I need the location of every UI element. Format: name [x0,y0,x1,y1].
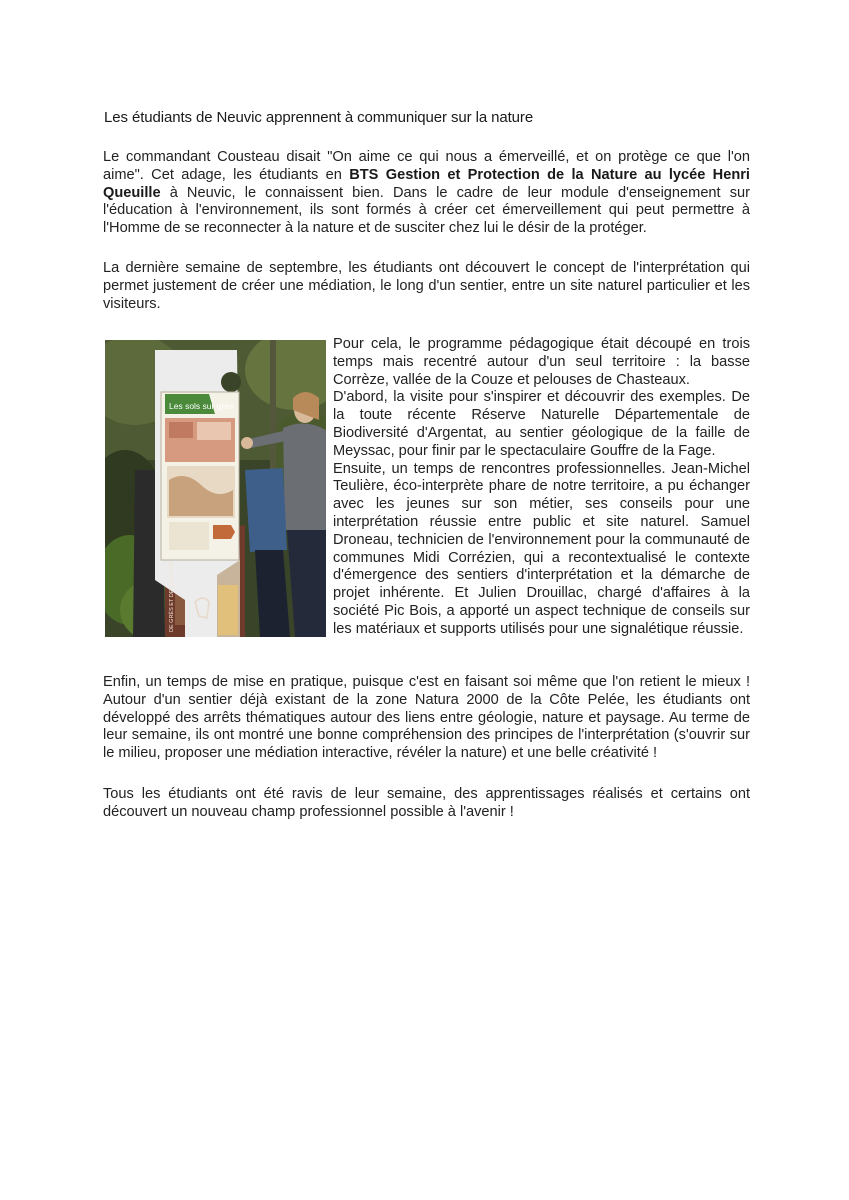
intro-text-start: Le commandant Cousteau disait "On aime ce qui nous a émerveillé, et on protège ce que l'on aime". Cet adage, les étudiants en [103,149,750,183]
article-title: Les étudiants de Neuvic apprennent à communiquer sur la nature [104,109,534,126]
paragraph-program: Pour cela, le programme pédagogique était découpé en trois temps mais recentré autour d'un seul territoire : la basse Corrèze, vallée de la Couze et pelouses de Chasteaux. [333,336,750,388]
paragraph-meetings: Ensuite, un temps de rencontres professionnelles. Jean-Michel Teulière, éco-interprète phare de notre territoire, a pu échanger avec les jeunes sur son métier, ses conseils pour une interprétation réussie entre public et site naturel. Samuel Droneau, technicien de l'environnement pour la communauté de communes Midi Corrézien, qui a recontextualisé le contexte d'émergence des sentiers d'interprétation et la démarche de projet inhérente. Et Julien Drouillac, chargé d'affaires à la société Pic Bois, a apporté un aspect technique de conseils sur les matériaux et supports utilisés pour une signalétique réussie. [333,460,750,637]
program-description [333,336,750,639]
paragraph-visits: D'abord, la visite pour s'inspirer et découvrir des exemples. De la toute récente Réserve Naturelle Départementale de Biodiversité d'Argentat, au sentier géologique de la faille de Meyssac, pour finir par le spectaculaire Gouffre de la Fage. [333,389,750,459]
intro-bold-program: BTS Gestion et Protection de la Nature au lycée Henri Queuille [103,166,750,201]
sign-title-text: Les sols sur grès [169,401,234,411]
trail-sign-photo [105,340,326,637]
paragraph-practice: Enfin, un temps de mise en pratique, puisque c'est en faisant soi même que l'on retient le mieux ! Autour d'un sentier déjà existant de la zone Natura 2000 de la Côte Pelée, les étudiants ont développé des arrêts thématiques autour des liens entre géologie, nature et paysage. Au terme de leur semaine, ils ont montré une bonne compréhension des principes de l'interprétation (s'ouvrir sur le milieu, proposer une médiation interactive, révéler la nature) et une belle créativité ! [103,674,750,762]
paragraph-concept: La dernière semaine de septembre, les étudiants ont découvert le concept de l'interprétation qui permet justement de créer une médiation, le long d'un sentier, entre un site naturel particulier et les visiteurs. [103,260,750,312]
post-vertical-text: DE GRÈS ET DE CALCAIRE [169,560,175,632]
paragraph-intro [103,149,750,238]
intro-text-end: à Neuvic, le connaissent bien. Dans le cadre de leur module d'enseignement sur l'éducation à l'environnement, ils sont formés à créer cet émerveillement qui peut permettre à l'Homme de se reconnecter à la nature et de susciter chez lui le désir de la protéger. [103,184,750,237]
paragraph-conclusion: Tous les étudiants ont été ravis de leur semaine, des apprentissages réalisés et certains ont découvert un nouveau champ professionnel possible à l'avenir ! [103,786,750,820]
